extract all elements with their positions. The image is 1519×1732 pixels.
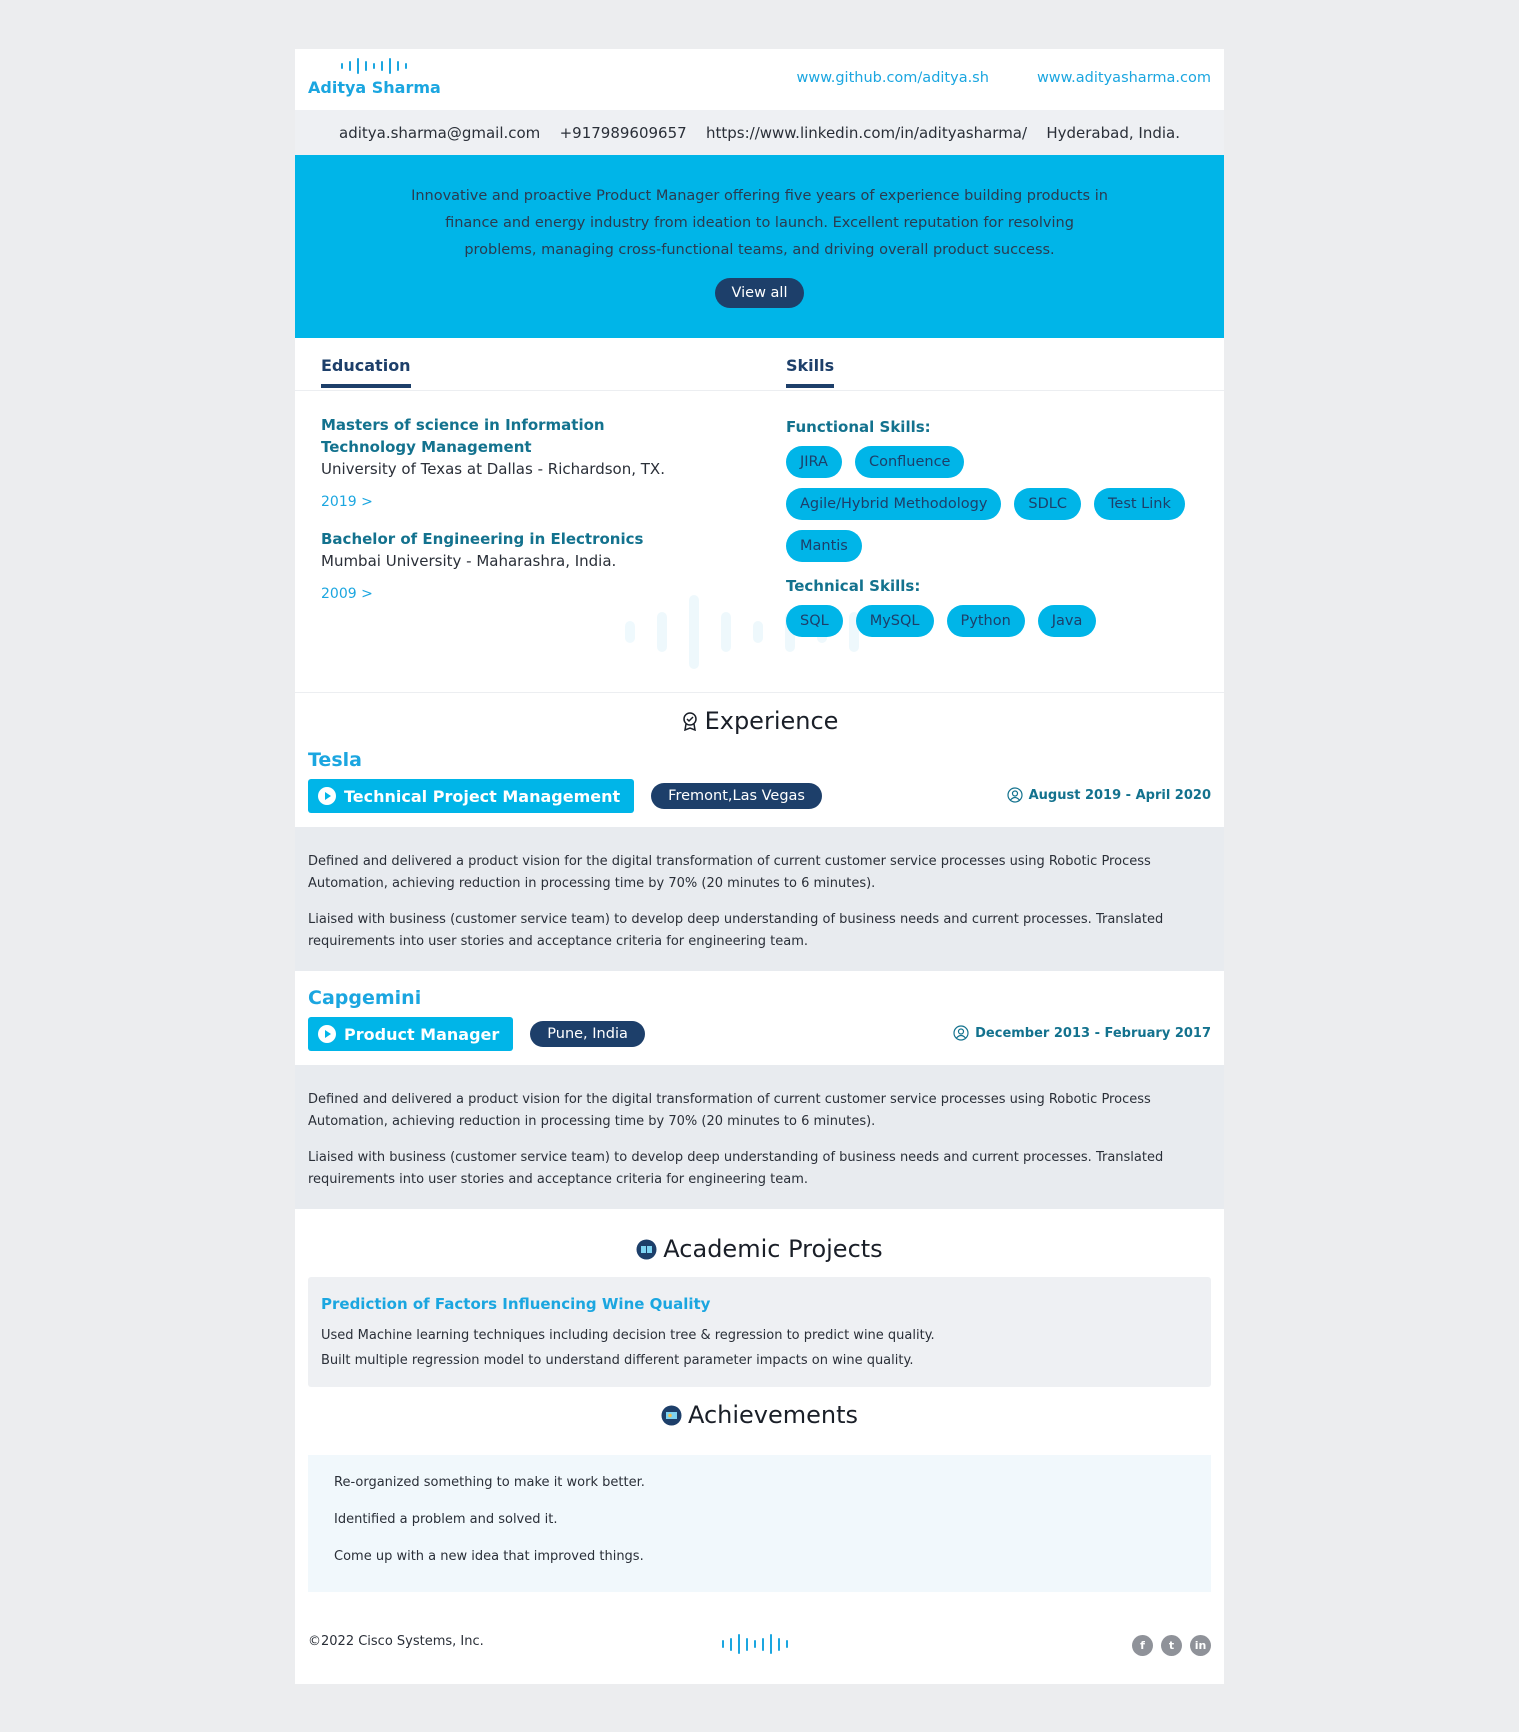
- project-title[interactable]: Prediction of Factors Influencing Wine Quality: [321, 1295, 711, 1313]
- candidate-name: Aditya Sharma: [308, 78, 441, 97]
- job-meta-row: [308, 1017, 1211, 1051]
- job-dates: [1007, 787, 1211, 803]
- tab-skills[interactable]: Skills: [786, 356, 834, 388]
- tab-education[interactable]: Education: [321, 356, 411, 388]
- cisco-bars-icon: [341, 57, 448, 75]
- user-icon: [1007, 787, 1023, 803]
- job-dates: [953, 1025, 1211, 1041]
- summary-text: Innovative and proactive Product Manager offering five years of experience building products in finance and energy industry from ideation to launch. Excellent reputation for resolving problems, managing cross-functional teams, and driving overall product success.: [411, 188, 1108, 258]
- section-tabs: [295, 338, 1224, 391]
- linkedin-icon[interactable]: in: [1190, 1635, 1211, 1656]
- header-links: [796, 70, 1211, 86]
- skill-chip[interactable]: Agile/Hybrid Methodology: [786, 488, 1001, 520]
- skill-chip[interactable]: Confluence: [855, 446, 965, 478]
- facebook-icon[interactable]: f: [1132, 1635, 1153, 1656]
- functional-skills-chips: [786, 446, 1186, 562]
- education-list: [321, 414, 701, 620]
- experience-item: [295, 987, 1224, 1209]
- job-role-badge[interactable]: [308, 779, 634, 813]
- company-name: Capgemini: [308, 987, 422, 1009]
- achievement-item: Re-organized something to make it work better.: [334, 1475, 645, 1490]
- job-bullet: Defined and delivered a product vision for the digital transformation of current customer service processes using Robotic Process Automation, achieving reduction in processing time by 70% (20 minutes to 6 minutes).: [308, 854, 1151, 891]
- github-link[interactable]: www.github.com/aditya.sh: [796, 70, 989, 86]
- contact-bar: [295, 110, 1224, 155]
- job-bullet: Liaised with business (customer service team) to develop deep understanding of business needs and current processes. Translated requirements into user stories and acceptance criteria for engineering team.: [308, 1150, 1164, 1187]
- skill-chip[interactable]: JIRA: [786, 446, 842, 478]
- copyright-text: ©2022 Cisco Systems, Inc.: [308, 1634, 484, 1649]
- summary-banner: [295, 155, 1224, 338]
- functional-skills-heading: Functional Skills:: [786, 418, 931, 436]
- brand-logo[interactable]: [308, 57, 448, 97]
- location-text: Hyderabad, India.: [1046, 123, 1180, 142]
- skill-chip[interactable]: MySQL: [856, 605, 934, 637]
- skill-chip[interactable]: Python: [947, 605, 1025, 637]
- company-name: Tesla: [308, 749, 362, 771]
- job-location: Fremont,Las Vegas: [651, 783, 822, 809]
- resume-page: [295, 49, 1224, 1684]
- certificate-icon: [661, 1405, 682, 1426]
- cisco-bars-icon[interactable]: [722, 1634, 788, 1654]
- job-dates-text: August 2019 - April 2020: [1028, 787, 1211, 803]
- twitter-icon[interactable]: t: [1161, 1635, 1182, 1656]
- technical-skills-heading: Technical Skills:: [786, 577, 921, 595]
- job-role: Product Manager: [344, 1024, 500, 1044]
- user-icon: [953, 1025, 969, 1041]
- phone-number[interactable]: +917989609657: [559, 123, 687, 142]
- job-description: [295, 1065, 1224, 1209]
- play-icon: [318, 787, 336, 805]
- achievements-heading: [295, 1401, 1224, 1429]
- email-link[interactable]: aditya.sharma@gmail.com: [339, 123, 541, 142]
- project-line: Built multiple regression model to understand different parameter impacts on wine quality.: [321, 1353, 914, 1368]
- achievements-list: [308, 1455, 1211, 1592]
- job-location: Pune, India: [530, 1021, 645, 1047]
- skill-chip[interactable]: SDLC: [1014, 488, 1081, 520]
- job-role: Technical Project Management: [344, 786, 621, 806]
- experience-heading: [295, 707, 1224, 735]
- job-bullet: Liaised with business (customer service team) to develop deep understanding of business needs and current processes. Translated requirements into user stories and acceptance criteria for engineering team.: [308, 912, 1164, 949]
- project-card: [308, 1277, 1211, 1387]
- education-item: [321, 528, 701, 602]
- experience-item: [295, 749, 1224, 971]
- degree-title: Masters of science in Information Technology Management: [321, 416, 605, 456]
- view-all-button[interactable]: View all: [715, 278, 805, 308]
- skill-chip[interactable]: Java: [1038, 605, 1097, 637]
- achievement-item: Identified a problem and solved it.: [334, 1512, 558, 1527]
- job-dates-text: December 2013 - February 2017: [975, 1025, 1211, 1041]
- play-icon: [318, 1025, 336, 1043]
- skills-list: [786, 418, 1206, 652]
- job-role-badge[interactable]: [308, 1017, 513, 1051]
- job-bullet: Defined and delivered a product vision for the digital transformation of current customer service processes using Robotic Process Automation, achieving reduction in processing time by 70% (20 minutes to 6 minutes).: [308, 1092, 1151, 1129]
- achievements-title: Achievements: [687, 1401, 859, 1429]
- footer: [295, 1614, 1224, 1684]
- education-item: [321, 414, 701, 510]
- technical-skills-chips: [786, 605, 1186, 637]
- job-meta-row: [308, 779, 1211, 813]
- skill-chip[interactable]: Mantis: [786, 530, 862, 562]
- skill-chip[interactable]: Test Link: [1094, 488, 1185, 520]
- graduation-year[interactable]: 2019 >: [321, 494, 373, 510]
- skill-chip[interactable]: SQL: [786, 605, 843, 637]
- projects-heading: [295, 1235, 1224, 1263]
- education-skills-section: [295, 338, 1224, 693]
- school-name: Mumbai University - Maharashra, India.: [321, 552, 617, 570]
- experience-title: Experience: [704, 707, 839, 735]
- linkedin-link[interactable]: https://www.linkedin.com/in/adityasharma/: [705, 123, 1028, 142]
- website-link[interactable]: www.adityasharma.com: [1036, 70, 1211, 86]
- school-name: University of Texas at Dallas - Richardson, TX.: [321, 460, 665, 478]
- degree-title: Bachelor of Engineering in Electronics: [321, 530, 644, 548]
- header: [295, 49, 1224, 110]
- project-line: Used Machine learning techniques including decision tree & regression to predict wine quality.: [321, 1328, 935, 1343]
- social-links: [1132, 1635, 1211, 1656]
- achievement-item: Come up with a new idea that improved things.: [334, 1549, 644, 1564]
- projects-title: Academic Projects: [663, 1235, 883, 1263]
- award-icon: [681, 711, 699, 731]
- job-description: [295, 827, 1224, 971]
- book-icon: [636, 1239, 657, 1260]
- graduation-year[interactable]: 2009 >: [321, 586, 373, 602]
